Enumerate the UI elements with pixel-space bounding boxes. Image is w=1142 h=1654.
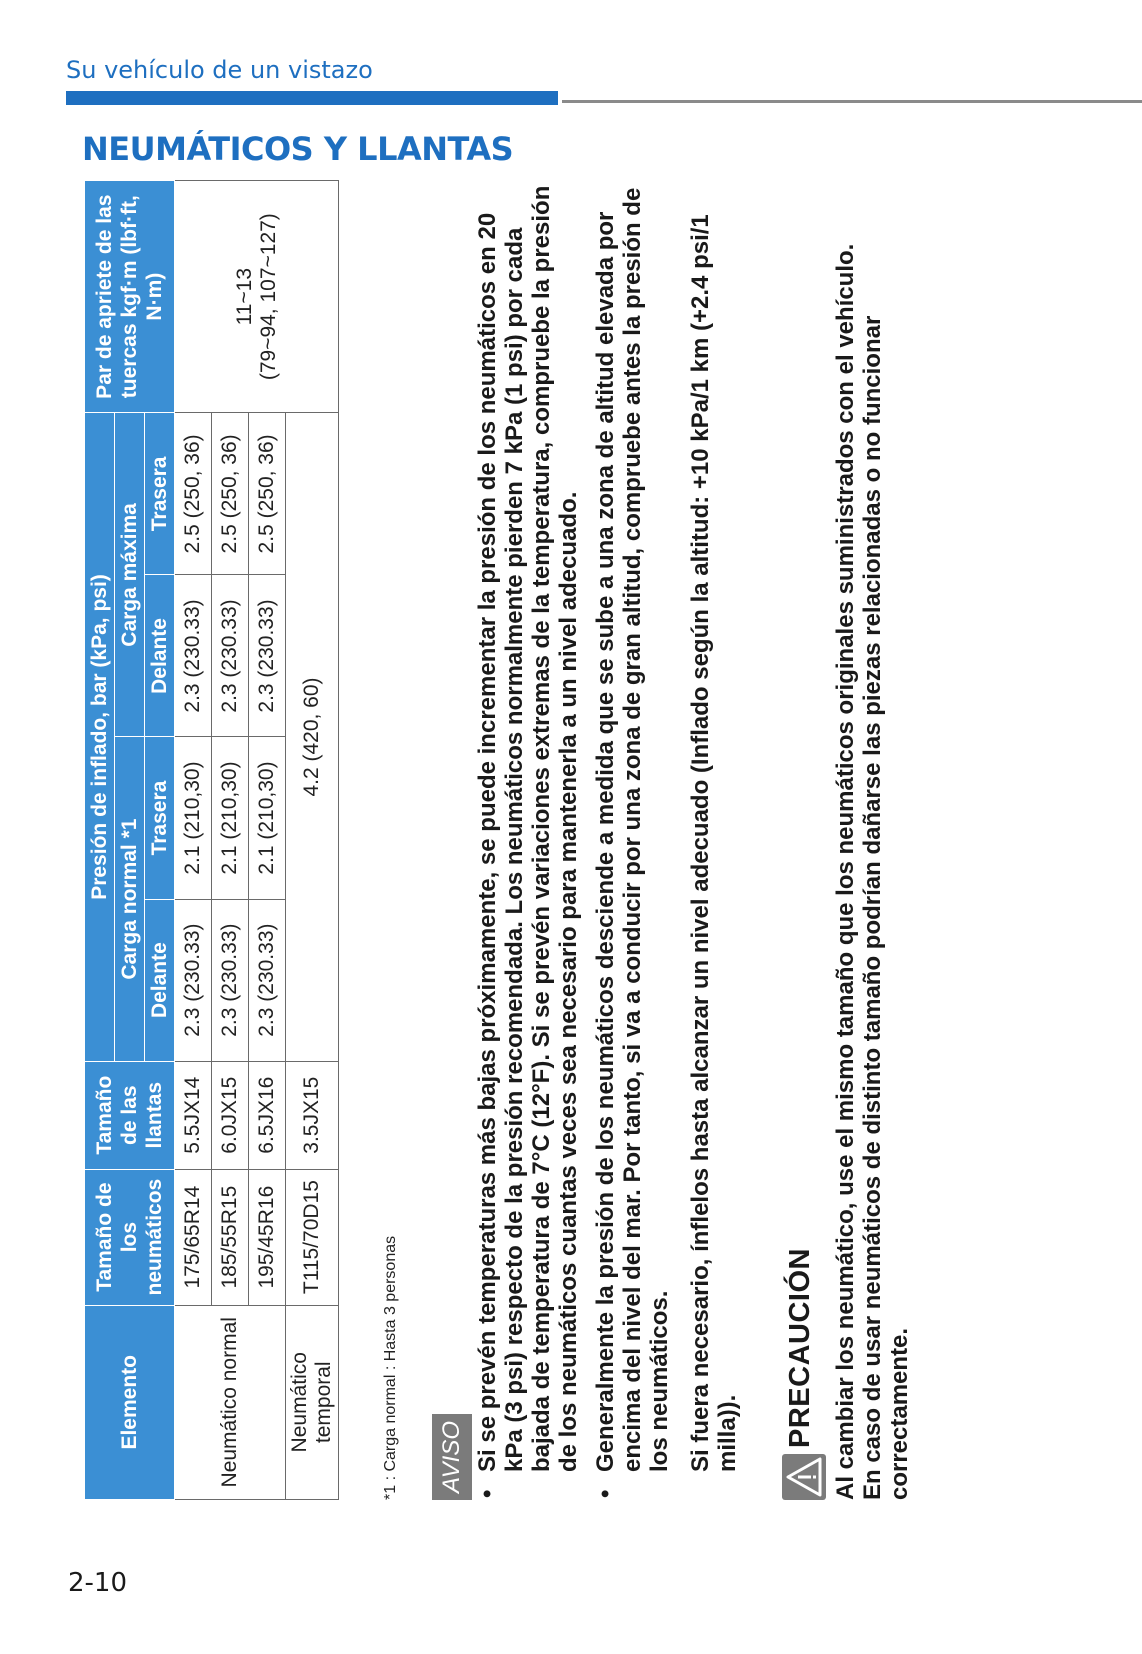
aviso-list xyxy=(472,180,741,1500)
page-number: 2-10 xyxy=(68,1568,128,1598)
tire-size-cell: 175/65R14 xyxy=(175,1169,212,1305)
torque-value: 11~13 xyxy=(232,267,256,326)
header-bar-blue xyxy=(66,91,558,105)
rim-size-cell: 6.5JX16 xyxy=(249,1061,286,1169)
normal-front-cell: 2.3 (230.33) xyxy=(175,899,212,1061)
rim-size-cell: 5.5JX14 xyxy=(175,1061,212,1169)
temp-tire-label: Neumático temporal xyxy=(286,1305,339,1499)
tire-size-cell: T115/70D15 xyxy=(286,1169,339,1305)
bullet-icon: • xyxy=(474,1489,501,1498)
temp-pressure-cell: 4.2 (420, 60) xyxy=(286,413,339,1061)
caution-label: PRECAUCIÓN xyxy=(784,1248,816,1448)
page-title: NEUMÁTICOS Y LLANTAS xyxy=(82,130,514,168)
header-torque: Par de apriete de las tuercas kgf·m (lbf·ft, N·m) xyxy=(85,181,175,413)
header-max-front: Delante xyxy=(145,575,175,737)
header-max-rear: Trasera xyxy=(145,413,175,575)
max-rear-cell: 2.5 (250, 36) xyxy=(212,413,249,575)
normal-front-cell: 2.3 (230.33) xyxy=(212,899,249,1061)
normal-rear-cell: 2.1 (210,30) xyxy=(175,737,212,899)
table-row xyxy=(175,181,212,1500)
header-normal-front: Delante xyxy=(145,899,175,1061)
max-front-cell: 2.3 (230.33) xyxy=(212,575,249,737)
warning-triangle-icon xyxy=(782,1454,826,1500)
header-bar-grey xyxy=(562,100,1142,103)
max-front-cell: 2.3 (230.33) xyxy=(175,575,212,737)
section-header: Su vehículo de un vistazo xyxy=(66,56,373,84)
max-rear-cell: 2.5 (250, 36) xyxy=(249,413,286,575)
header-max-load: Carga máxima xyxy=(115,413,145,737)
aviso-item xyxy=(592,180,673,1500)
tire-size-cell: 185/55R15 xyxy=(212,1169,249,1305)
header-pressure: Presión de inflado, bar (kPa, psi) xyxy=(85,413,115,1061)
header-rim-size: Tamaño de las llantas xyxy=(85,1061,175,1169)
normal-rear-cell: 2.1 (210,30) xyxy=(249,737,286,899)
aviso-item-text: Generalmente la presión de los neumáticos desciende a medida que se sube a una zona de altitud elevada por encima del nivel del mar. Por tanto, si va a conducir por una zona de gran altitud, compruebe antes la presión de los neumáticos. xyxy=(592,187,673,1472)
rim-size-cell: 3.5JX15 xyxy=(286,1061,339,1169)
rim-size-cell: 6.0JX15 xyxy=(212,1061,249,1169)
aviso-item xyxy=(474,180,582,1500)
max-rear-cell: 2.5 (250, 36) xyxy=(175,413,212,575)
bullet-icon: • xyxy=(592,1489,619,1498)
caution-body xyxy=(832,180,913,1500)
normal-front-cell: 2.3 (230.33) xyxy=(249,899,286,1061)
tire-spec-table xyxy=(84,180,339,1500)
torque-cell xyxy=(175,181,339,413)
aviso-extra-text: Si fuera necesario, ínflelos hasta alcanzar un nivel adecuado (Inflado según la altitud: +10 kPa/1 km (+2.4 psi/1 milla)). xyxy=(687,214,741,1472)
table-footnote: *1 : Carga normal : Hasta 3 personas xyxy=(382,1235,399,1500)
caution-line: Al cambiar los neumático, use el mismo tamaño que los neumáticos originales suministrados con el vehículo. xyxy=(832,243,859,1500)
header-normal-rear: Trasera xyxy=(145,737,175,899)
header-tire-size: Tamaño de los neumáticos xyxy=(85,1169,175,1305)
aviso-badge: AVISO xyxy=(432,1414,472,1500)
max-front-cell: 2.3 (230.33) xyxy=(249,575,286,737)
normal-tire-label: Neumático normal xyxy=(175,1305,286,1499)
normal-rear-cell: 2.1 (210,30) xyxy=(212,737,249,899)
caution-line: En caso de usar neumáticos de distinto tamaño podrían dañarse las piezas relacionadas o no funcionar correctamente. xyxy=(859,315,913,1500)
header-element: Elemento xyxy=(85,1305,175,1499)
rotated-content xyxy=(84,180,984,1500)
torque-detail: (79~94, 107~127) xyxy=(256,213,280,381)
aviso-item-text: Si se prevén temperaturas más bajas próximamente, se puede incrementar la presión de los neumáticos en 20 kPa (3 psi) respecto de la presión recomendada. Los neumáticos normalmente pierden 7 kPa (1 psi) por cada bajada de temperatura de 7°C (12°F). Si se prevén variaciones extremas de la temperatura, compruebe la presión de los neumáticos cuantas veces sea necesario para mantenerla a un nivel adecuado. xyxy=(474,185,582,1472)
header-normal-load: Carga normal *1 xyxy=(115,737,145,1061)
tire-size-cell: 195/45R16 xyxy=(249,1169,286,1305)
